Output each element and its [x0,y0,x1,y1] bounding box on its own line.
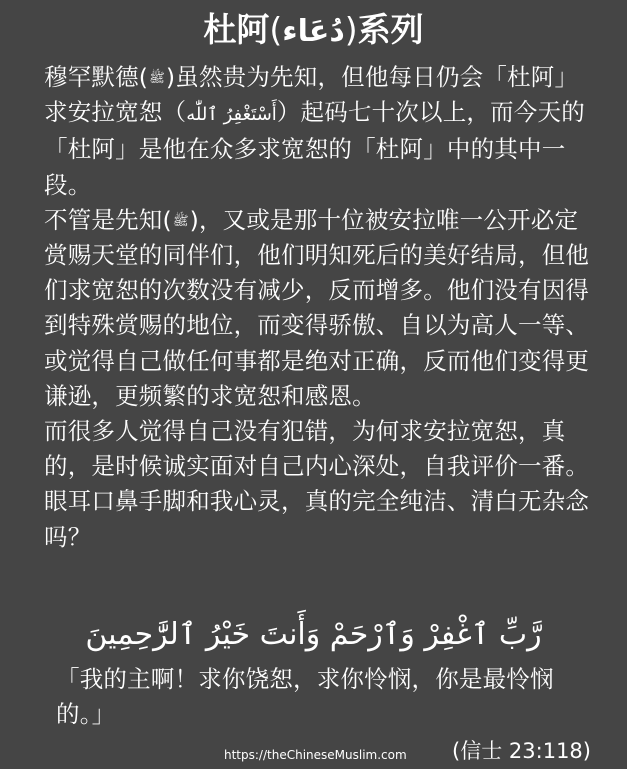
istighfar-arabic: أَسْتَغْفِرُ ٱللّٰه [186,104,277,126]
title-paren-open: ( [269,10,283,49]
ayah-translation: 「我的主啊！求你饶恕，求你怜悯，你是最怜悯的。」 [56,665,554,728]
page-title [0,6,627,56]
title-series-text: 系列 [357,10,424,49]
honorific-seal-icon: ﷺ [149,71,165,86]
honorific-seal-icon: ﷺ [172,213,189,229]
quran-ayah-arabic: رَّبِّ ٱغْفِرْ وَٱرْحَمْ وَأَنتَ خَيْرُ ٱلرَّٰحِمِينَ [85,617,542,652]
article-body [44,60,600,555]
title-arabic-dua: دُعَاء [282,14,345,49]
website-url: https://theChineseMuslim.com [224,748,407,762]
paragraph-2-part-2: )，又或是那十位被安拉唯一公开必定赏赐天堂的同伴们，他们明知死后的美好结局，但他们求宽恕的次数没有减少，反而增多。他们没有因得到特殊赏赐的地位，而变得骄傲、自以为高人一等、或觉得自己做任何事都是绝对正确，反而他们变得更谦逊，更频繁的求宽恕和感恩。 [44,205,590,410]
paragraph-1-part-3: ）起码七十次以上，而今天的「杜阿」是他在众多求宽恕的「杜阿」中的其中一段。 [44,98,585,199]
surah-reference: (信士 23:118) [452,739,591,763]
paragraph-1 [44,60,600,203]
title-paren-close: ) [344,10,358,49]
paragraph-2 [44,203,600,414]
paragraph-3: 而很多人觉得自己没有犯错，为何求安拉宽恕，真的，是时候诚实面对自己内心深处，自我评价一番。眼耳口鼻手脚和我心灵，真的完全纯洁、清白无杂念吗？ [44,417,590,551]
paragraph-2-part-1: 不管是先知( [44,205,172,234]
paragraph-1-part-1: 穆罕默德( [44,63,149,91]
paragraph-1-part-2: )虽然贵为先知，但他每日仍会「杜阿」求安拉宽恕（ [44,63,579,127]
title-text-chinese: 杜阿 [203,10,270,49]
